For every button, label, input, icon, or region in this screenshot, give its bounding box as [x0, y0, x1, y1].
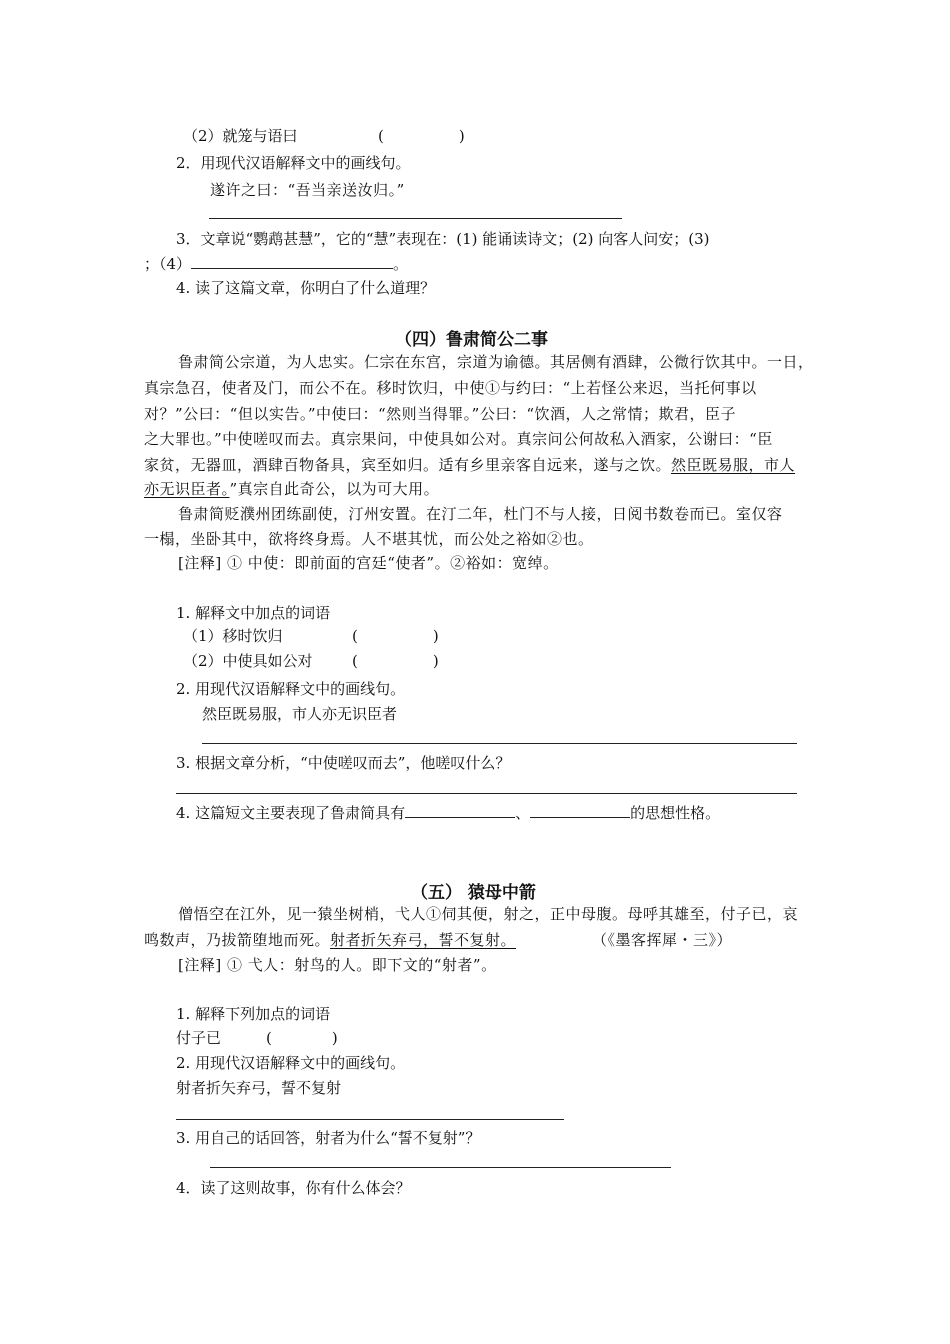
answer-blank — [530, 803, 630, 818]
question-4: 4. 读了这篇文章，你明白了什么道理？ — [176, 279, 436, 297]
question-3-continued: ；（4） 。 — [144, 255, 409, 273]
question-item: 付子已 — [176, 1029, 222, 1047]
question-2: 2. 用现代汉语解释文中的画线句。 — [176, 680, 406, 698]
passage-line: 亦无识臣者。”真宗自此奇公，以为可大用。 — [144, 480, 440, 498]
annotation-note: [注释] ① 弋人：射鸟的人。即下文的“射者”。 — [178, 956, 497, 974]
question-1: 1. 解释文中加点的词语 — [176, 604, 331, 622]
source-citation: （《墨客挥犀・三》） — [592, 931, 733, 949]
question-item: （2）就笼与语曰 — [183, 127, 298, 145]
question-sentence: 然臣既易服，市人亦无识臣者 — [202, 705, 398, 723]
underlined-sentence: 射者折矢弃弓，誓不复射。 — [330, 931, 517, 949]
answer-line — [210, 1167, 671, 1168]
answer-line — [202, 743, 797, 744]
answer-blank — [405, 803, 515, 818]
question-3: 3. 用自己的话回答，射者为什么“誓不复射”？ — [176, 1129, 481, 1147]
question-item: （1）移时饮归 — [183, 627, 283, 645]
answer-blank — [191, 254, 393, 269]
passage-line: 对？”公曰：“但以实告。”中使曰：“然则当得罪。”公曰：“饮酒，人之常情；欺君，臣子 — [144, 405, 737, 423]
underlined-sentence: 然臣既易服，市人 — [671, 456, 796, 474]
answer-line — [176, 1119, 564, 1120]
question-sentence: 遂许之曰：“吾当亲送汝归。” — [210, 181, 405, 199]
passage-line: 鲁肃简公宗道，为人忠实。仁宗在东宫，宗道为谕德。其居侧有酒肆，公微行饮其中。一日， — [178, 353, 814, 371]
answer-paren: ( ) — [266, 1029, 338, 1047]
passage-line: 鸣数声，乃拔箭堕地而死。射者折矢弃弓，誓不复射。 — [144, 931, 517, 949]
question-1: 1. 解释下列加点的词语 — [176, 1005, 331, 1023]
question-2: 2．用现代汉语解释文中的画线句。 — [176, 154, 411, 172]
question-2: 2. 用现代汉语解释文中的画线句。 — [176, 1054, 406, 1072]
question-4: 4. 这篇短文主要表现了鲁肃简具有 、 的思想性格。 — [176, 804, 721, 822]
answer-paren: ( ) — [352, 627, 439, 645]
answer-line — [209, 218, 622, 219]
answer-paren: ( ) — [378, 127, 465, 145]
passage-line: 家贫，无器皿，酒肆百物备具，宾至如归。适有乡里亲客自远来，遂与之饮。然臣既易服，市人 — [144, 456, 796, 474]
question-sentence: 射者折矢弃弓，誓不复射 — [176, 1079, 342, 1097]
answer-line — [176, 793, 797, 794]
answer-paren: ( ) — [352, 652, 439, 670]
annotation-note: [注释] ① 中使：即前面的宫廷“使者”。②裕如：宽绰。 — [178, 554, 559, 572]
passage-line: 鲁肃简贬濮州团练副使，汀州安置。在汀二年，杜门不与人接，日阅书数卷而已。室仅容 — [178, 505, 783, 523]
passage-line: 之大罪也。”中使嗟叹而去。真宗果问，中使具如公对。真宗问公何故私入酒家，公谢曰：“臣 — [144, 430, 773, 448]
question-3: 3．文章说“鹦鹉甚慧”，它的“慧”表现在：(1) 能诵读诗文；(2) 向客人问安；(3) — [176, 230, 710, 248]
question-item: （2）中使具如公对 — [183, 652, 313, 670]
question-3: 3. 根据文章分析，“中使嗟叹而去”，他嗟叹什么？ — [176, 754, 511, 772]
section-title: （五） 猿母中箭 — [411, 883, 536, 903]
passage-line: 一榻，坐卧其中，欲将终身焉。人不堪其忧，而公处之裕如②也。 — [144, 530, 594, 548]
passage-line: 真宗急召，使者及门，而公不在。移时饮归，中使①与约曰：“上若怪公来迟，当托何事以 — [144, 379, 757, 397]
underlined-sentence: 亦无识臣者。 — [144, 480, 230, 498]
passage-line: 僧悟空在江外，见一猿坐树梢，弋人①伺其便，射之，正中母腹。母呼其雄至，付子已，哀 — [178, 905, 799, 923]
question-4: 4．读了这则故事，你有什么体会？ — [176, 1179, 411, 1197]
section-title: （四）鲁肃简公二事 — [395, 330, 548, 350]
